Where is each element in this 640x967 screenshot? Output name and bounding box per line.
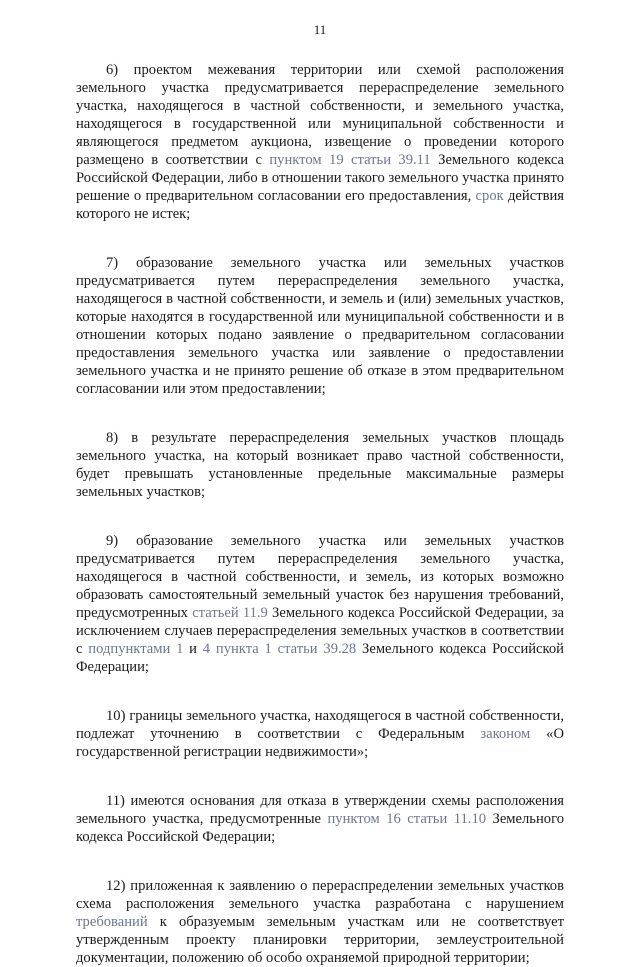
reference-link[interactable]: подпунктами 1 bbox=[88, 641, 184, 657]
paragraph-text-run: и bbox=[183, 641, 203, 657]
paragraph-text-run: к образуемым земельным участкам или не соответствует утвержденным проекту планировки территории, землеустроительной документации, положению об особо охраняемой природной территории; bbox=[76, 914, 564, 966]
reference-link[interactable]: 4 пункта 1 статьи 39.28 bbox=[202, 641, 357, 657]
page-number: 11 bbox=[313, 22, 327, 37]
paragraph-text-run: 10) границы земельного участка, находящегося в частной собственности, подлежат уточнению в соответствии с Федеральным bbox=[76, 708, 564, 742]
paragraph-text-run: 8) в результате перераспределения земельных участков площадь земельного участка, на который возникает право частной собственности, будет превышать установленные предельные максимальные размеры земельных участков; bbox=[76, 430, 564, 500]
paragraph-6 bbox=[76, 61, 564, 223]
paragraph-text-run: Земельного кодекса Российской Федерации; bbox=[76, 641, 564, 675]
reference-link[interactable]: статьей 11.9 bbox=[192, 605, 268, 621]
paragraph-12 bbox=[76, 877, 564, 967]
paragraph-11 bbox=[76, 792, 564, 846]
reference-link[interactable]: требований bbox=[76, 914, 148, 930]
paragraph-text-run: Земельного кодекса Российской Федерации, либо в отношении такого земельного участка принято решение о предварительном согласовании его предоставления, bbox=[76, 152, 564, 204]
document-body bbox=[76, 61, 564, 967]
paragraph-9 bbox=[76, 532, 564, 676]
reference-link[interactable]: пунктом 19 статьи 39.11 bbox=[269, 152, 431, 168]
paragraph-text-run: действия которого не истек; bbox=[76, 188, 564, 222]
paragraph-text-run: 7) образование земельного участка или земельных участков предусматривается путем перераспределения земельного участка, находящегося в частной собственности, и земель и (или) земельных участков, которые находятся в государственной или муниципальной собственности и в отношении которых подано заявление о предварительном согласовании предоставления земельного участка или заявление о предоставлении земельного участка и не принято решение об отказе в этом предварительном согласовании или этом предоставлении; bbox=[76, 255, 564, 397]
paragraph-text-run: Земельного кодекса Российской Федерации; bbox=[76, 811, 564, 845]
paragraph-text-run: 9) образование земельного участка или земельных участков предусматривается путем перераспределения земельного участка, находящегося в частной собственности, и земель, из которых возможно образовать самостоятельный земельный участок без нарушения требований, предусмотренных bbox=[76, 533, 564, 621]
paragraph-text-run: 11) имеются основания для отказа в утверждении схемы расположения земельного участка, предусмотренные bbox=[76, 793, 564, 827]
paragraph-10 bbox=[76, 707, 564, 761]
reference-link[interactable]: срок bbox=[475, 188, 504, 204]
paragraph-text-run: 12) приложенная к заявлению о перераспределении земельных участков схема расположения земельного участка разработана с нарушением bbox=[76, 878, 564, 912]
paragraph-8 bbox=[76, 429, 564, 501]
paragraph-7 bbox=[76, 254, 564, 398]
reference-link[interactable]: законом bbox=[480, 726, 531, 742]
paragraph-text-run: Земельного кодекса Российской Федерации, за исключением случаев перераспределения земельных участков в соответствии с bbox=[76, 605, 564, 657]
paragraph-text-run: «О государственной регистрации недвижимости»; bbox=[76, 726, 564, 760]
reference-link[interactable]: пунктом 16 статьи 11.10 bbox=[327, 811, 487, 827]
paragraph-text-run: 6) проектом межевания территории или схемой расположения земельного участка предусматривается перераспределение земельного участка, находящегося в частной собственности, и земельного участка, находящегося в государственной или муниципальной собственности и являющегося предметом аукциона, извещение о проведении которого размещено в соответствии с bbox=[76, 62, 564, 168]
